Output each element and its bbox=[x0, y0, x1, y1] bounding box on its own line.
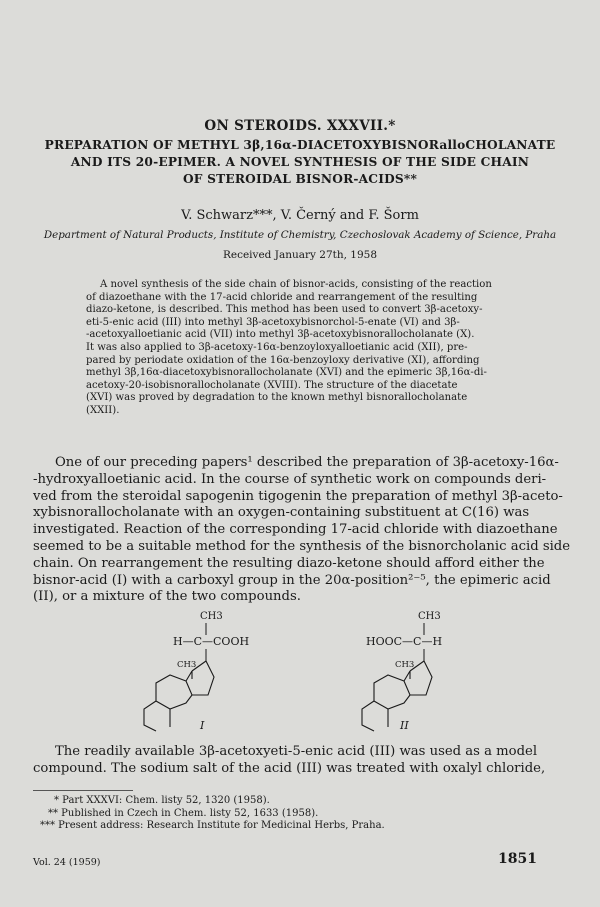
body-line: investigated. Reaction of the corresponding 17-acid chloride with diazoethane bbox=[33, 522, 558, 538]
paragraph-2 bbox=[33, 744, 568, 778]
abstract-line: diazo-ketone, is described. This method has been used to convert 3β-acetoxy- bbox=[86, 304, 483, 316]
abstract-line: acetoxy-20-isobisnorallocholanate (XVIII). The structure of the diacetate bbox=[86, 379, 458, 391]
abstract-line: of diazoethane with the 17-acid chloride and rearrangement of the resulting bbox=[86, 291, 478, 303]
structure-II-top-group: CH3 bbox=[418, 611, 441, 622]
body-line: compound. The sodium salt of the acid (III) was treated with oxalyl chloride, bbox=[33, 760, 546, 776]
footnote: *** Present address: Research Institute for Medicinal Herbs, Praha. bbox=[40, 820, 385, 832]
received-date: Received January 27th, 1958 bbox=[222, 249, 378, 261]
page-number: 1851 bbox=[498, 851, 537, 867]
title-line: AND ITS 20-EPIMER. A NOVEL SYNTHESIS OF THE SIDE CHAIN bbox=[70, 155, 530, 169]
body-line: chain. On rearrangement the resulting diazo-ketone should afford either the bbox=[33, 555, 545, 571]
abstract-line: methyl 3β,16α-diacetoxybisnorallocholanate (XVI) and the epimeric 3β,16α-di- bbox=[86, 367, 487, 379]
footnote-rule bbox=[33, 790, 133, 791]
abstract-line: (XXII). bbox=[86, 404, 120, 416]
authors: V. Schwarz***, V. Černý and F. Šorm bbox=[181, 208, 419, 223]
body-line: seemed to be a suitable method for the synthesis of the bisnorcholanic acid side bbox=[33, 538, 571, 554]
body-line: One of our preceding papers¹ described the preparation of 3β-acetoxy-16α- bbox=[55, 455, 559, 470]
body-line: The readily available 3β-acetoxyeti-5-enic acid (III) was used as a model bbox=[55, 744, 538, 759]
abstract-line: -acetoxyalloetianic acid (VII) into methyl 3β-acetoxybisnorallocholanate (X). bbox=[86, 329, 475, 341]
abstract-line: It was also applied to 3β-acetoxy-16α-benzoyloxyalloetianic acid (XII), pre- bbox=[86, 341, 468, 353]
body-line: bisnor-acid (I) with a carboxyl group in the 20α-position²⁻⁵, the epimeric acid bbox=[33, 572, 551, 588]
title-line: PREPARATION OF METHYL 3β,16α-DIACETOXYBISNORalloCHOLANATE bbox=[44, 138, 556, 152]
paragraph-1 bbox=[33, 455, 571, 606]
structure-I bbox=[140, 605, 280, 733]
footnote: * Part XXXVI: Chem. listy 52, 1320 (1958). bbox=[54, 795, 270, 806]
body-line: ved from the steroidal sapogenin tigogenin the preparation of methyl 3β-aceto- bbox=[33, 488, 563, 504]
affiliation: Department of Natural Products, Institute of Chemistry, Czechoslovak Academy of Science, Praha bbox=[43, 229, 557, 241]
footnote: ** Published in Czech in Chem. listy 52, 1633 (1958). bbox=[48, 807, 319, 819]
body-line: -hydroxyalloetianic acid. In the course of synthetic work on compounds deri- bbox=[33, 471, 547, 487]
structure-I-top-group: CH3 bbox=[200, 611, 223, 622]
structure-II-ring-methyl: CH3 bbox=[395, 660, 415, 670]
structure-II-side-chain: HOOC—C—H bbox=[366, 635, 443, 648]
abstract-line: (XVI) was proved by degradation to the known methyl bisnorallocholanate bbox=[86, 392, 468, 404]
body-line: xybisnorallocholanate with an oxygen-containing substituent at C(16) was bbox=[33, 505, 530, 521]
footnotes bbox=[40, 795, 560, 833]
structure-I-side-chain: H—C—COOH bbox=[173, 635, 250, 648]
structure-I-ring-methyl: CH3 bbox=[177, 660, 197, 670]
body-line: (II), or a mixture of the two compounds. bbox=[33, 589, 301, 605]
journal-reference: Vol. 24 (1959) bbox=[33, 857, 101, 868]
structure-II bbox=[360, 605, 510, 733]
abstract-line: A novel synthesis of the side chain of bisnor-acids, consisting of the reaction bbox=[100, 279, 492, 290]
structure-II-label: II bbox=[400, 719, 409, 732]
title-line: OF STEROIDAL BISNOR-ACIDS** bbox=[182, 172, 418, 186]
abstract-line: pared by periodate oxidation of the 16α-benzoyloxy derivative (XI), affording bbox=[86, 354, 480, 366]
series-heading: ON STEROIDS. XXXVII.* bbox=[204, 118, 396, 134]
steroid-skeleton-II bbox=[362, 661, 432, 731]
structure-I-label: I bbox=[200, 719, 205, 732]
abstract bbox=[86, 279, 516, 418]
article-title bbox=[30, 137, 570, 188]
abstract-line: eti-5-enic acid (III) into methyl 3β-acetoxybisnorchol-5-enate (VI) and 3β- bbox=[86, 316, 460, 328]
